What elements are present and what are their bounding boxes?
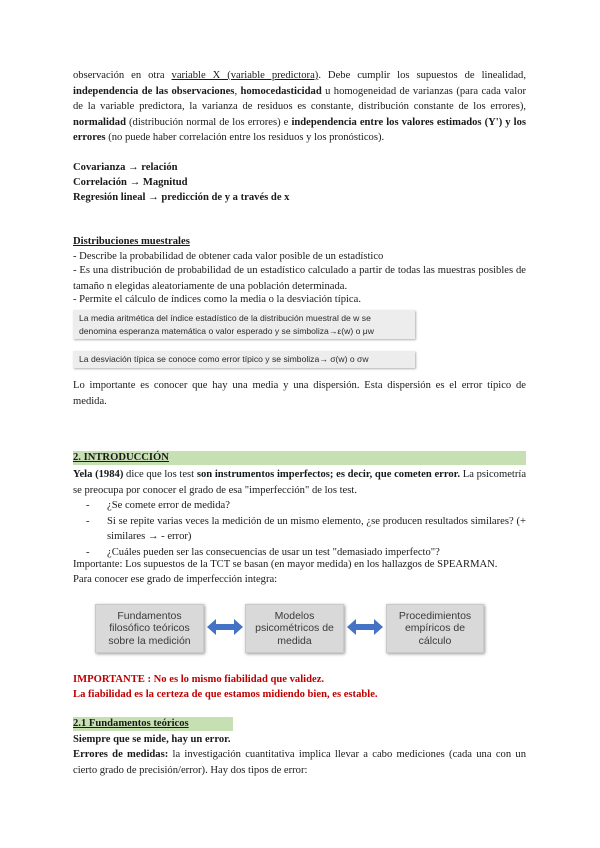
bold-text: Regresión lineal → predicción de y a través de x xyxy=(73,192,290,203)
bold-term: independencia entre los valores estimados (Y') y los errores xyxy=(73,116,526,144)
section-2-1-heading xyxy=(73,717,233,731)
diagram-box-procedimientos xyxy=(386,604,484,653)
box-line: La media aritmética del índice estadístico de la distribución muestral de w se xyxy=(79,313,371,323)
text: (no puede haber correlación entre los residuos y los pronósticos). xyxy=(105,132,385,144)
diagram-label: Modelos psicométricos de medida xyxy=(255,609,334,647)
dispersion-paragraph: Lo importante es conocer que hay una media y una dispersión. Esta dispersión es el error típico de medida. xyxy=(73,380,526,407)
fiabilidad-definition: La fiabilidad es la certeza de que estamos midiendo bien, es estable. xyxy=(73,689,378,700)
list-item xyxy=(86,514,526,545)
text: (distribución normal de los errores) e xyxy=(125,116,292,128)
double-arrow-icon xyxy=(207,617,243,637)
text: la investigación cuantitativa implica llevar a cabo mediciones (cada una con un cierto grado de precisión/error). Hay dos tipos de error: xyxy=(73,749,526,776)
item-text: ¿Se comete error de medida? xyxy=(107,500,230,511)
diagram-box-modelos xyxy=(245,604,344,653)
bold-term: normalidad xyxy=(73,116,126,128)
distribuciones-title xyxy=(73,234,190,249)
text: , xyxy=(234,85,241,97)
underlined-text: variable X (variable predictora) xyxy=(171,70,319,81)
heading-text: 2. INTRODUCCIÓN xyxy=(73,452,169,463)
box-line: La desviación típica se conoce como error típico y se simboliza→ σ(w) o σw xyxy=(79,354,369,364)
summary-covarianza xyxy=(73,160,178,175)
text: dice que los test xyxy=(123,469,197,480)
distribuciones-item-3: - Permite el cálculo de índices como la media o la desviación típica. xyxy=(73,294,361,305)
dash-bullet: - xyxy=(86,546,90,558)
bold-text: Correlación → Magnitud xyxy=(73,177,188,188)
yela-paragraph xyxy=(73,467,526,498)
section-title: Distribuciones muestrales xyxy=(73,236,190,247)
questions-list xyxy=(86,498,526,560)
text: observación en otra xyxy=(73,70,172,81)
dash-bullet: - xyxy=(86,515,90,527)
list-item xyxy=(86,498,526,514)
bold-term: son instrumentos imperfectos; es decir, que cometen error. xyxy=(196,469,461,480)
bold-term: Errores de medidas: xyxy=(73,749,169,760)
item-text: Si se repite varias veces la medición de un mismo elemento, ¿se producen resultados similares? (+ similares → - error) xyxy=(107,515,526,542)
bold-term: homocedasticidad xyxy=(240,85,322,97)
spearman-note: Importante: Los supuestos de la TCT se basan (en mayor medida) en los hallazgos de SPEARMAN. xyxy=(73,559,498,570)
double-arrow-icon xyxy=(347,617,383,637)
errores-medida-paragraph xyxy=(73,747,526,778)
importante-validez: IMPORTANTE : No es lo mismo fiabilidad que validez. xyxy=(73,674,325,685)
diagram-box-fundamentos xyxy=(95,604,204,653)
regression-assumptions-paragraph xyxy=(73,68,526,146)
item-text: ¿Cuáles pueden ser las consecuencias de usar un test "demasiado imperfecto"? xyxy=(107,546,440,558)
text: . Debe cumplir los supuestos de linealidad, xyxy=(318,70,527,81)
distribuciones-item-2: - Es una distribución de probabilidad de un estadístico calculado a partir de todas las muestras posibles de tamaño n elegidas aleatoriamente de una población determinada. xyxy=(73,265,526,292)
dash-bullet: - xyxy=(86,500,90,511)
bold-text: Covarianza → relación xyxy=(73,162,178,173)
section-2-heading xyxy=(73,451,526,465)
esperanza-matematica-box xyxy=(73,310,415,339)
diagram-label: Procedimientos empíricos de cálculo xyxy=(398,609,472,647)
heading-text: 2.1 Fundamentos teóricos xyxy=(73,718,189,729)
distribuciones-item-1: - Describe la probabilidad de obtener cada valor posible de un estadístico xyxy=(73,251,384,262)
bold-term: Yela (1984) xyxy=(73,469,124,480)
box-line: denomina esperanza matemática o valor esperado y se simboliza→ε(w) o μw xyxy=(79,326,374,336)
diagram-label: Fundamentos filosófico teóricos sobre la medición xyxy=(108,609,191,647)
bold-term: independencia de las observaciones xyxy=(73,85,235,97)
bold-text: Siempre que se mide, hay un error. xyxy=(73,734,231,745)
text: La psicometría se preocupa por conocer el grado de esa "imperfección" de los test. xyxy=(73,469,527,496)
error-tipico-box xyxy=(73,351,415,368)
text: u homogeneidad de varianzas (para cada valor de la variable predictora, la varianza de residuos es constante, distribución constante de los errores), xyxy=(73,85,527,113)
summary-correlacion xyxy=(73,175,188,190)
summary-regresion xyxy=(73,190,289,205)
imperfeccion-intro: Para conocer ese grado de imperfección integra: xyxy=(73,574,278,585)
siempre-error-line xyxy=(73,732,231,747)
